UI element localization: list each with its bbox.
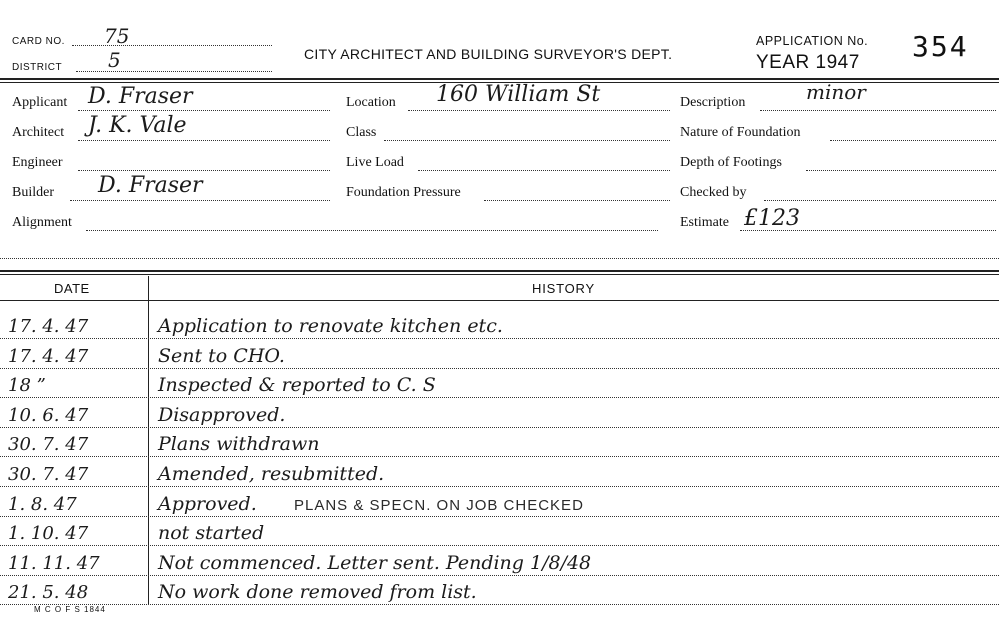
alignment-line — [86, 230, 658, 231]
card-no-value: 75 — [104, 24, 130, 48]
application-number: 354 — [912, 30, 969, 63]
card-no-line — [72, 45, 272, 46]
row-line — [0, 516, 999, 517]
year-label: YEAR 1947 — [756, 52, 860, 73]
estimate-label: Estimate — [680, 215, 729, 230]
applicant-line — [78, 110, 330, 111]
description-value: minor — [806, 80, 866, 104]
history-date: 17. 4. 47 — [8, 316, 89, 337]
form-code: M C O F S 1844 — [34, 605, 106, 614]
depth-label: Depth of Footings — [680, 155, 782, 170]
application-label: APPLICATION No. — [756, 34, 869, 48]
live-load-line — [418, 170, 670, 171]
row-line — [0, 486, 999, 487]
card-no-label: CARD NO. — [12, 36, 65, 47]
location-line — [408, 110, 670, 111]
engineer-line — [78, 170, 330, 171]
district-line — [76, 71, 272, 72]
checked-label: Checked by — [680, 185, 747, 200]
history-date: 1. 8. 47 — [8, 493, 77, 515]
row-line — [0, 456, 999, 457]
history-date: 21. 5. 48 — [8, 582, 89, 604]
history-entry: not started — [158, 522, 265, 545]
history-entry: Disapproved. — [158, 403, 286, 426]
architect-value: J. K. Vale — [88, 113, 187, 138]
foundation-pressure-line — [484, 200, 670, 201]
architect-label: Architect — [12, 125, 65, 140]
table-top-rule — [0, 270, 999, 272]
column-divider — [148, 276, 149, 604]
history-date: 30. 7. 47 — [8, 434, 89, 456]
fields-bottom-dots — [0, 258, 999, 259]
history-entry: Plans withdrawn — [158, 433, 320, 456]
table-header-rule — [0, 300, 999, 301]
district-value: 5 — [108, 48, 121, 72]
approval-stamp: PLANS & SPECN. ON JOB CHECKED — [294, 497, 584, 514]
depth-line — [806, 170, 996, 171]
history-date: 10. 6. 47 — [8, 404, 89, 426]
history-date: 30. 7. 47 — [8, 464, 89, 485]
history-entry: Inspected & reported to C. S — [158, 374, 436, 397]
row-line — [0, 338, 999, 339]
row-line — [0, 427, 999, 428]
history-entry: No work done removed from list. — [158, 581, 477, 604]
row-line — [0, 545, 999, 546]
nature-line — [830, 140, 996, 141]
history-entry: Approved. — [158, 492, 257, 515]
row-line — [0, 604, 999, 605]
history-entry: Sent to CHO. — [158, 344, 285, 367]
applicant-value: D. Fraser — [88, 84, 193, 109]
engineer-label: Engineer — [12, 155, 63, 170]
checked-line — [764, 200, 996, 201]
location-label: Location — [346, 95, 396, 110]
architect-line — [78, 140, 330, 141]
nature-label: Nature of Foundation — [680, 125, 801, 140]
table-top-rule-2 — [0, 274, 999, 275]
row-line — [0, 575, 999, 576]
history-date: 1. 10. 47 — [8, 523, 89, 545]
district-label: DISTRICT — [12, 62, 63, 73]
history-date: 18 ” — [8, 375, 46, 397]
alignment-label: Alignment — [12, 215, 72, 230]
class-label: Class — [346, 125, 377, 140]
history-entry: Amended, resubmitted. — [158, 463, 385, 485]
department-title: CITY ARCHITECT AND BUILDING SURVEYOR'S DEPT. — [304, 46, 673, 62]
description-line — [760, 110, 996, 111]
builder-value: D. Fraser — [98, 173, 203, 198]
history-entry: Application to renovate kitchen etc. — [158, 315, 503, 337]
history-date: 17. 4. 47 — [8, 345, 89, 367]
class-line — [384, 140, 670, 141]
builder-line — [70, 200, 330, 201]
history-entry: Not commenced. Letter sent. Pending 1/8/48 — [158, 551, 592, 574]
row-line — [0, 397, 999, 398]
history-column-header: HISTORY — [532, 281, 595, 296]
description-label: Description — [680, 95, 746, 110]
estimate-value: £123 — [744, 206, 800, 231]
builder-label: Builder — [12, 185, 54, 200]
live-load-label: Live Load — [346, 155, 404, 170]
date-column-header: DATE — [54, 281, 90, 296]
applicant-label: Applicant — [12, 95, 68, 110]
history-date: 11. 11. 47 — [8, 552, 100, 574]
location-value: 160 William St — [436, 82, 601, 107]
foundation-pressure-label: Foundation Pressure — [346, 185, 461, 200]
row-line — [0, 368, 999, 369]
